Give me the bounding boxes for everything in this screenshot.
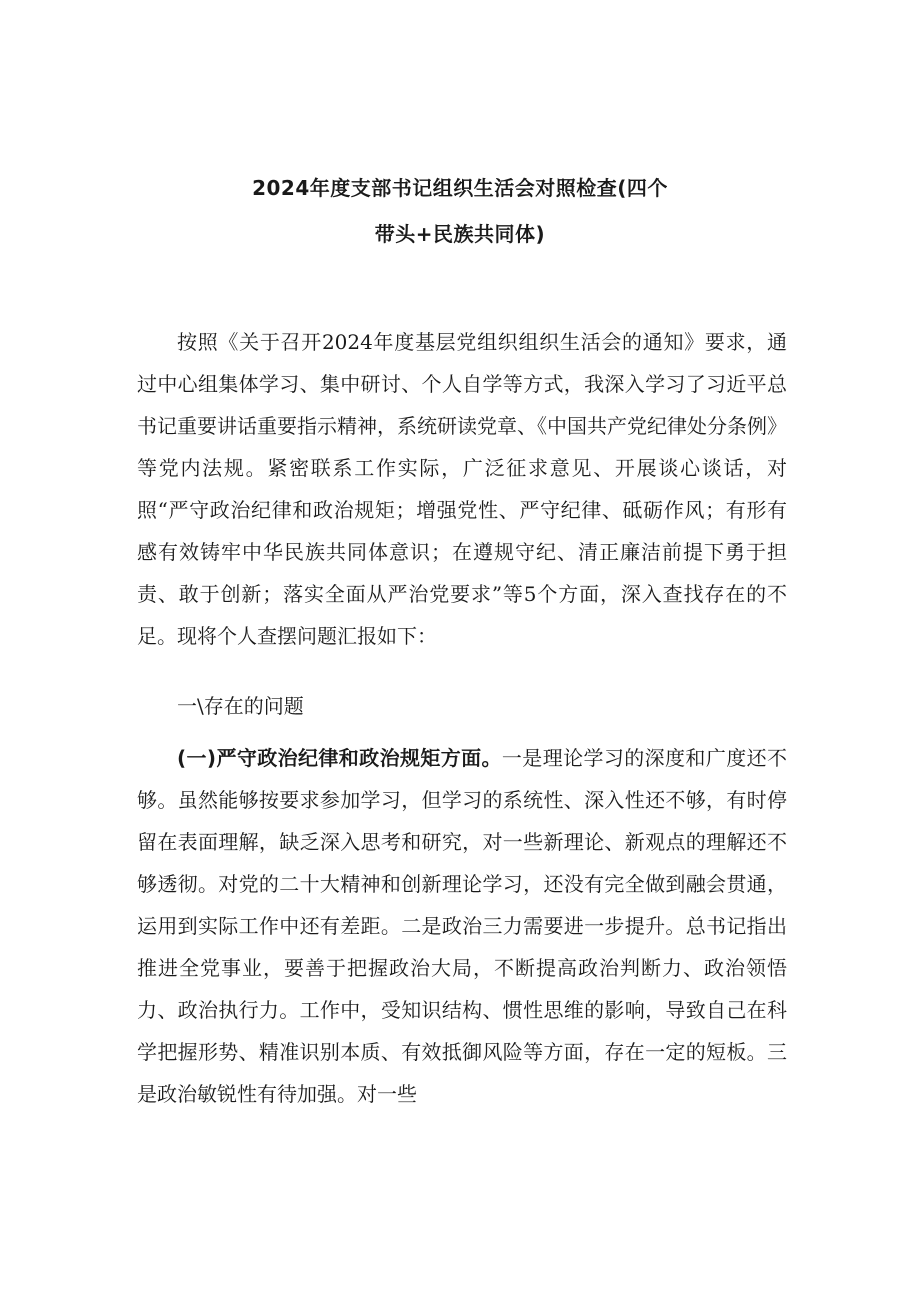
document-title-line-1: 2024年度支部书记组织生活会对照检查(四个 bbox=[252, 176, 668, 200]
intro-paragraph: 按照《关于召开2024年度基层党组织组织生活会的通知》要求，通过中心组集体学习、集中研讨、个人自学等方式，我深入学习了习近平总书记重要讲话重要指示精神，系统研读党章、《中国共产党纪律处分条例》等党内法规。紧密联系工作实际，广泛征求意见、开展谈心谈话，对照“严守政治纪律和政治规矩；增强党性、严守纪律、砥砺作风；有形有感有效铸牢中华民族共同体意识；在遵规守纪、清正廉洁前提下勇于担责、敢于创新；落实全面从严治党要求”等5个方面，深入查找存在的不足。现将个人查摆问题汇报如下： bbox=[137, 330, 787, 648]
document-title-line-2: 带头+民族共同体) bbox=[374, 222, 546, 246]
section-1-paragraph bbox=[137, 737, 787, 1115]
subsection-body: 一是理论学习的深度和广度还不够。虽然能够按要求参加学习，但学习的系统性、深入性还不够，有时停留在表面理解，缺乏深入思考和研究，对一些新理论、新观点的理解还不够透彻。对党的二十大精神和创新理论学习，还没有完全做到融会贯通，运用到实际工作中还有差距。二是政治三力需要进一步提升。总书记指出推进全党事业，要善于把握政治大局，不断提高政治判断力、政治领悟力、政治执行力。工作中，受知识结构、惯性思维的影响，导致自己在科学把握形势、精准识别本质、有效抵御风险等方面，存在一定的短板。三是政治敏锐性有待加强。对一些 bbox=[137, 746, 787, 1106]
section-heading: 一\存在的问题 bbox=[177, 694, 304, 718]
subsection-heading: (一)严守政治纪律和政治规矩方面。 bbox=[177, 746, 502, 770]
